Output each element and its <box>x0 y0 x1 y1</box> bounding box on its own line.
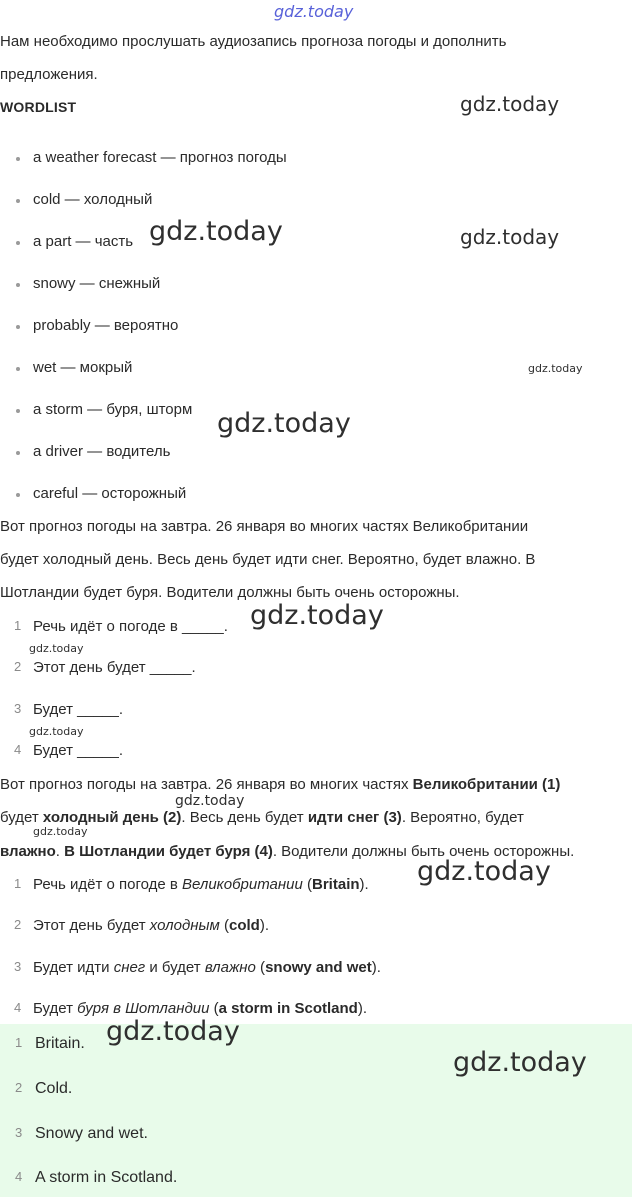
answer-text: A storm in Scotland. <box>35 1169 178 1186</box>
bullet-icon <box>16 283 20 287</box>
list-item-text: wet — мокрый <box>33 359 133 376</box>
answer-number: 2 <box>15 1080 23 1095</box>
list-item-text: a storm — буря, шторм <box>33 401 193 418</box>
list-item-text: probably — вероятно <box>33 317 179 334</box>
watermark: gdz.today <box>29 642 84 655</box>
watermark: gdz.today <box>106 1016 240 1047</box>
task-item <box>0 742 400 762</box>
list-item-text: a weather forecast — прогноз погоды <box>33 149 287 166</box>
wordlist-title: WORDLIST <box>0 99 77 115</box>
watermark: gdz.today <box>417 856 551 887</box>
explained-number: 2 <box>14 917 22 932</box>
answer-item <box>0 1169 400 1189</box>
watermark-logo-top: gdz.today <box>274 2 354 21</box>
task-number: 2 <box>14 659 22 674</box>
answer-item <box>0 1125 400 1145</box>
list-item-text: careful — осторожный <box>33 485 187 502</box>
bullet-icon <box>16 451 20 455</box>
highlight-span: влажно <box>0 843 56 860</box>
task-item <box>0 701 400 721</box>
answer-number: 4 <box>15 1169 23 1184</box>
forecast-text-line-2: будет холодный день. Весь день будет идти снег. Вероятно, будет влажно. В <box>0 551 536 568</box>
watermark: gdz.today <box>453 1047 587 1078</box>
watermark: gdz.today <box>149 216 283 247</box>
list-item-text: a driver — водитель <box>33 443 171 460</box>
task-number: 1 <box>14 618 22 633</box>
list-item <box>0 191 400 211</box>
watermark: gdz.today <box>175 793 245 809</box>
bullet-icon <box>16 157 20 161</box>
highlight-span: холодный день (2) <box>42 809 182 826</box>
list-item-text: cold — холодный <box>33 191 153 208</box>
text-span: . Вероятно, будет <box>401 809 524 826</box>
explained-number: 1 <box>14 876 22 891</box>
answer-number: 3 <box>15 1125 23 1140</box>
text-span: будет <box>0 809 43 826</box>
explained-number: 4 <box>14 1000 22 1015</box>
list-item <box>0 443 400 463</box>
highlight-span: В Шотландии будет буря (4) <box>64 843 273 860</box>
explained-text: Речь идёт о погоде в Великобритании (Britain). <box>33 876 369 893</box>
forecast-text-line-1: Вот прогноз погоды на завтра. 26 января во многих частях Великобритании <box>0 518 529 535</box>
text-span: . Весь день будет <box>181 809 308 826</box>
highlighted-text-line-1 <box>0 776 560 793</box>
bullet-icon <box>16 199 20 203</box>
text-span: Вот прогноз погоды на завтра. 26 января во многих частях <box>0 776 413 793</box>
text-span: . Водители должны быть очень осторожны. <box>272 843 575 860</box>
bullet-icon <box>16 367 20 371</box>
intro-line-1: Нам необходимо прослушать аудиозапись прогноза погоды и дополнить <box>0 33 507 50</box>
watermark: gdz.today <box>460 225 560 249</box>
explained-item <box>0 1000 500 1020</box>
explained-text: Будет идти снег и будет влажно (snowy and wet). <box>33 959 381 976</box>
answer-text: Snowy and wet. <box>35 1125 148 1142</box>
list-item-text: a part — часть <box>33 233 134 250</box>
list-item <box>0 317 400 337</box>
intro-line-2: предложения. <box>0 66 98 83</box>
task-text: Будет _____. <box>33 742 124 759</box>
list-item-text: snowy — снежный <box>33 275 161 292</box>
explained-item <box>0 959 500 979</box>
answer-number: 1 <box>15 1035 23 1050</box>
bullet-icon <box>16 241 20 245</box>
list-item <box>0 485 400 505</box>
text-span: . <box>55 843 65 860</box>
highlight-span: Великобритании (1) <box>412 776 561 793</box>
task-number: 4 <box>14 742 22 757</box>
watermark: gdz.today <box>460 92 560 116</box>
highlight-span: идти снег (3) <box>307 809 402 826</box>
list-item <box>0 359 400 379</box>
bullet-icon <box>16 325 20 329</box>
explained-number: 3 <box>14 959 22 974</box>
forecast-text-line-3: Шотландии будет буря. Водители должны быть очень осторожны. <box>0 584 460 601</box>
task-item <box>0 659 400 679</box>
bullet-icon <box>16 409 20 413</box>
highlighted-text-line-2 <box>0 809 524 826</box>
watermark: gdz.today <box>528 362 583 375</box>
bullet-icon <box>16 493 20 497</box>
watermark: gdz.today <box>33 825 88 838</box>
list-item <box>0 149 400 169</box>
answer-text: Cold. <box>35 1080 73 1097</box>
answer-text: Britain. <box>35 1035 85 1052</box>
list-item <box>0 275 400 295</box>
task-text: Речь идёт о погоде в _____. <box>33 618 228 635</box>
task-text: Этот день будет _____. <box>33 659 196 676</box>
answer-item <box>0 1080 400 1100</box>
task-text: Будет _____. <box>33 701 124 718</box>
watermark: gdz.today <box>29 725 84 738</box>
explained-text: Этот день будет холодным (cold). <box>33 917 269 934</box>
explained-item <box>0 917 500 937</box>
task-number: 3 <box>14 701 22 716</box>
watermark: gdz.today <box>217 408 351 439</box>
explained-text: Будет буря в Шотландии (a storm in Scotland). <box>33 1000 368 1017</box>
watermark: gdz.today <box>250 600 384 631</box>
